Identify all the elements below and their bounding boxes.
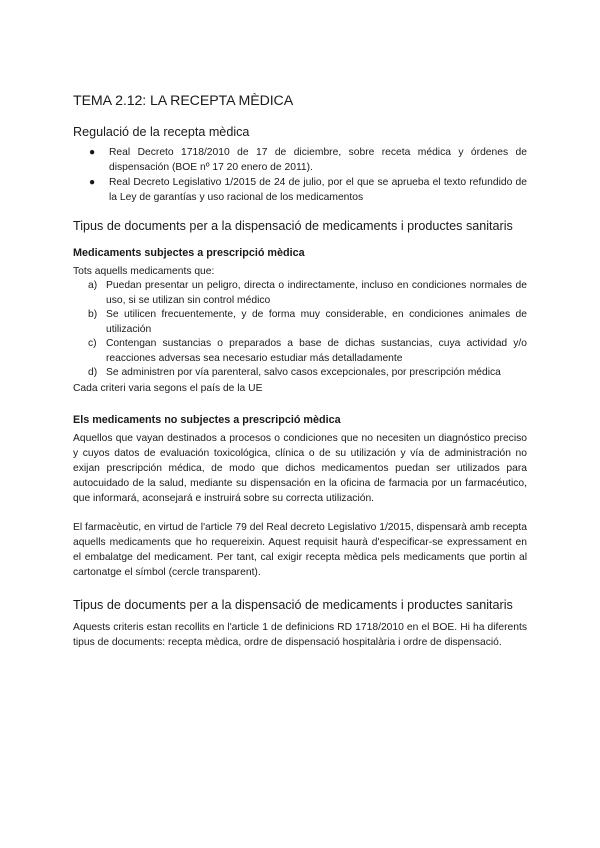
list-item [73,279,527,308]
subjectes-heading: Medicaments subjectes a prescripció mèdica [73,247,305,259]
list-item-text: Real Decreto Legislativo 1/2015 de 24 de julio, por el que se aprueba el texto refundido de la Ley de garantías y uso racional de los medicamentos [109,177,527,203]
no-subjectes-heading: Els medicaments no subjectes a prescripció mèdica [73,413,341,426]
no-subjectes-paragraph-1: Aquellos que vayan destinados a procesos o condiciones que no necesiten un diagnóstico preciso y cuyos datos de evaluación toxicológica, clínica o de su utilización y vía de administración no exijan prescripción médica, de modo que dichos medicamentos puedan ser utilizados para autocuidado de la salud, mediante su dispensación en la oficina de farmacia por un farmacéutico, que informará, aconsejará e instruirá sobre su correcta utilización. [73,432,527,504]
regulacio-list [73,145,527,205]
page-title: TEMA 2.12: LA RECEPTA MÈDICA [73,93,294,109]
list-marker: d) [88,367,98,378]
list-item-text: Real Decreto 1718/2010 de 17 de diciembre, sobre receta médica y órdenes de dispensación (BOE nº 17 20 enero de 2011). [109,147,527,173]
list-item-text: Se utilicen frecuentemente, y de forma muy considerable, en condiciones animales de utilización [106,309,527,335]
subjectes-footer: Cada criteri varia segons el país de la UE [73,382,263,394]
tipus-heading-2: Tipus de documents per a la dispensació de medicaments i productes sanitaris [73,597,513,612]
tipus-paragraph: Aquests criteris estan recollits en l'article 1 de definicions RD 1718/2010 en el BOE. Hi ha diferents tipus de documents: recepta mèdica, ordre de dispensació hospitalària i ordre de dispensació. [73,621,527,648]
list-marker: c) [88,338,97,349]
list-item [73,308,527,337]
list-item [73,337,527,366]
list-item [73,145,527,175]
list-item-text: Puedan presentar un peligro, directa o indirectamente, incluso en condiciones normales de uso, si se utilizan sin control médico [106,280,527,306]
subjectes-intro: Tots aquells medicaments que: [73,266,215,277]
list-item-text: Se administren por vía parenteral, salvo casos excepcionales, por prescripción médica [106,367,501,378]
bullet-icon: ● [89,147,96,158]
regulacio-heading: Regulació de la recepta mèdica [73,125,250,139]
tipus-heading-1: Tipus de documents per a la dispensació de medicaments i productes sanitaris [73,219,513,233]
list-item [73,366,527,381]
subjectes-list [73,279,527,381]
bullet-icon: ● [89,177,96,188]
list-item-text: Contengan sustancias o preparados a base de dichas sustancias, cuya actividad y/o reacciones adversas sea necesario estudiar más detalladamente [106,338,527,364]
list-item [73,175,527,205]
list-marker: a) [88,280,98,291]
list-marker: b) [88,309,98,320]
no-subjectes-paragraph-2: El farmacèutic, en virtud de l'article 79 del Real decreto Legislativo 1/2015, dispensarà amb recepta aquells medicaments que ho requereixin. Aquest requisit haurà d'especificar-se expressament en el embalatge del medicament. Per tant, cal exigir recepta mèdica pels medicaments que portin al cartonatge el símbol (cercle transparent). [73,521,527,578]
